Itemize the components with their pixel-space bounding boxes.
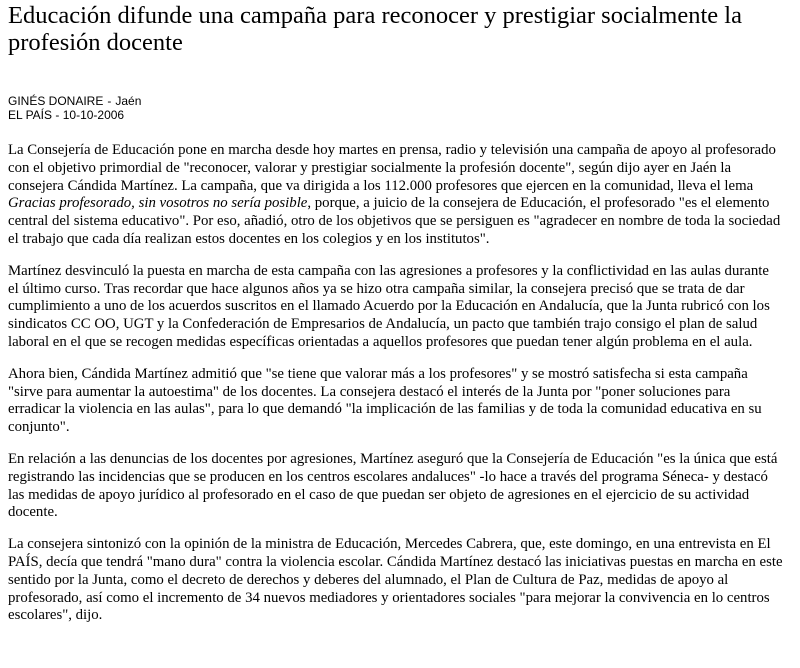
paragraph-1 <box>8 142 783 249</box>
author-location: Jaén <box>115 94 142 108</box>
article <box>8 0 783 639</box>
paragraph-3: Ahora bien, Cándida Martínez admitió que "se tiene que valorar más a los profesores" y se mostró satisfecha si esta campaña "sirve para aumentar la autoestima" de los docentes. La consejera destacó el interés de la Junta por "poner soluciones para erradicar la violencia en las aulas", para lo que demandó "la implicación de las familias y de toda la comunidad educativa en su conjunto". <box>8 365 762 436</box>
author-name: GINÉS DONAIRE <box>8 94 104 108</box>
paragraph-5: La consejera sintonizó con la opinión de la ministra de Educación, Mercedes Cabrera, que, este domingo, en una entrevista en El PAÍS, decía que tendrá "mano dura" contra la violencia escolar. Cándida Martínez destacó las iniciativas puestas en marcha en este sentido por la Junta, como el decreto de derechos y deberes del alumnado, el Plan de Cultura de Paz, medidas de apoyo al profesorado, así como el incremento de 34 nuevos mediadores y orientadores sociales "para mejorar la convivencia en lo centros escolares", dijo. <box>8 536 783 624</box>
byline-separator: - <box>55 108 60 122</box>
byline-separator: - <box>107 94 112 108</box>
paragraph-1-text-start: La Consejería de Educación pone en marcha desde hoy martes en prensa, radio y televisión una campaña de apoyo al profesorado con el objetivo primordial de "reconocer, valorar y prestigiar socialmente la profesión docente", según dijo ayer en Jaén la consejera Cándida Martínez. La campaña, que va dirigida a los 112.000 profesores que ejercen en la comunidad, lleva el lema <box>8 142 776 194</box>
paragraph-4: En relación a las denuncias de los docentes por agresiones, Martínez aseguró que la Consejería de Educación "es la única que está registrando las incidencias que se producen en los centros escolares andaluces" -lo hace a través del programa Séneca- y destacó las medidas de apoyo jurídico al profesorado en el caso de que puedan ser objeto de agresiones en el ejercicio de su actividad docente. <box>8 450 778 521</box>
outlet-name: EL PAÍS <box>8 108 53 122</box>
article-body <box>8 142 783 625</box>
campaign-slogan: Gracias profesorado, sin vosotros no sería posible <box>8 195 308 212</box>
byline-author-line <box>8 94 783 108</box>
headline: Educación difunde una campaña para reconocer y prestigiar socialmente la profesión docente <box>8 2 742 56</box>
publication-date: 10-10-2006 <box>62 108 125 122</box>
byline <box>8 94 783 122</box>
byline-source-line <box>8 108 783 122</box>
paragraph-2: Martínez desvinculó la puesta en marcha de esta campaña con las agresiones a profesores y la conflictividad en las aulas durante el último curso. Tras recordar que hace algunos años ya se hizo otra campaña similar, la consejera precisó que se trata de dar cumplimiento a uno de los acuerdos suscritos en el llamado Acuerdo por la Educación en Andalucía, que la Junta rubricó con los sindicatos CC OO, UGT y la Confederación de Empresarios de Andalucía, un pacto que también trajo consigo el plan de salud laboral en el que se recogen medidas específicas orientadas a aquellos profesores que puedan tener algún problema en el aula. <box>8 262 770 350</box>
paragraph-1-text-end: , porque, a juicio de la consejera de Educación, el profesorado "es el elemento central del sistema educativo". Por eso, añadió, otro de los objetivos que se persiguen es "agradecer en nombre de toda la sociedad el trabajo que cada día realizan estos docentes en los colegios y en los institutos". <box>8 195 781 247</box>
